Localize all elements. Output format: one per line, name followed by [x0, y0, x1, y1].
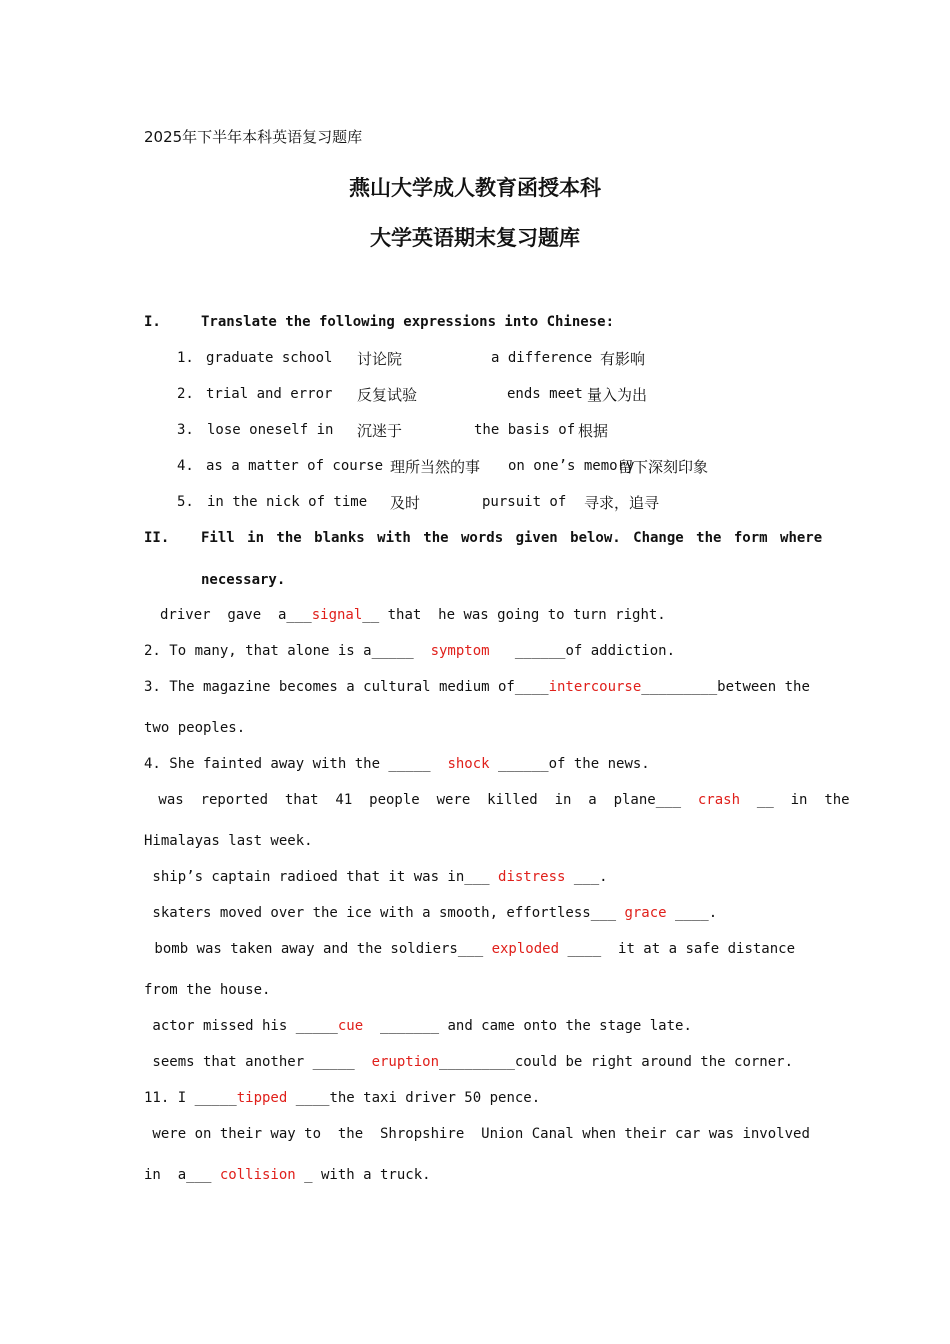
q11-pre: 11. I _____: [144, 1090, 237, 1106]
q9-post: _______ and came onto the stage late.: [363, 1018, 692, 1034]
s1-item5-cn: 及时: [390, 494, 421, 512]
q8-answer: exploded: [491, 941, 560, 957]
s1-item3-cn2: 根据: [578, 422, 609, 440]
question-12-cont: [144, 1167, 431, 1183]
question-4: [144, 756, 650, 772]
s1-item1-cn: 讨论院: [357, 350, 403, 368]
question-2: [144, 643, 675, 659]
q2-post: ______of addiction.: [489, 643, 676, 659]
q7-answer: grace: [624, 905, 667, 921]
q6-answer: distress: [498, 869, 566, 885]
q9-answer: cue: [337, 1018, 364, 1034]
q5-post: __ in the: [740, 792, 850, 808]
q7-pre: skaters moved over the ice with a smooth, effortless___: [144, 905, 625, 921]
q10-pre: seems that another _____: [144, 1054, 372, 1070]
s1-item2-num: 2.: [177, 386, 194, 402]
q11-post: ____the taxi driver 50 pence.: [287, 1090, 541, 1106]
question-5-cont: Himalayas last week.: [144, 833, 313, 849]
q5-pre: was reported that 41 people were killed in a plane___: [150, 792, 698, 808]
s1-item2-expr: trial and error: [206, 386, 333, 402]
q4-pre: 4. She fainted away with the _____: [144, 756, 448, 772]
q2-answer: symptom: [430, 643, 490, 659]
header-note: 2025年下半年本科英语复习题库: [144, 128, 363, 146]
s1-item1-num: 1.: [177, 350, 194, 366]
s1-item4-expr2: on one’s memory: [508, 458, 635, 474]
q9-pre: actor missed his _____: [144, 1018, 338, 1034]
q6-post: ___.: [565, 869, 608, 885]
q10-answer: eruption: [371, 1054, 440, 1070]
question-8: [146, 941, 795, 957]
question-1: [160, 607, 666, 623]
s1-item3-expr: lose oneself in: [207, 422, 334, 438]
question-3: [144, 679, 810, 695]
s1-item1-expr2: a difference: [491, 350, 593, 366]
s1-item1-cn2: 有影响: [600, 350, 646, 368]
q5-answer: crash: [697, 792, 741, 808]
section2-heading: Fill in the blanks with the words given below. Change the form where: [201, 530, 823, 546]
q1-post: __ that he was going to turn right.: [362, 607, 666, 623]
question-12: were on their way to the Shropshire Union Canal when their car was involved: [144, 1126, 810, 1142]
s1-item2-cn2: 量入为出: [587, 386, 648, 404]
s1-item5-cn2: 寻求，追寻: [584, 494, 660, 512]
q12-answer: collision: [219, 1167, 296, 1183]
q3-answer: intercourse: [548, 679, 642, 695]
question-8-cont: from the house.: [144, 982, 271, 998]
q6-pre: ship’s captain radioed that it was in___: [144, 869, 499, 885]
question-10: [144, 1054, 793, 1070]
section1-number: I.: [144, 314, 161, 330]
q11-answer: tipped: [236, 1090, 288, 1106]
question-3-cont: two peoples.: [144, 720, 246, 736]
section2-number: II.: [144, 530, 170, 546]
s1-item4-cn2: 留下深刻印象: [618, 458, 709, 476]
q12-pre: in a___: [144, 1167, 220, 1183]
question-7: [144, 905, 717, 921]
s1-item3-expr2: the basis of: [474, 422, 576, 438]
s1-item2-expr2: ends meet: [507, 386, 583, 402]
s1-item1-expr: graduate school: [206, 350, 333, 366]
s1-item4-num: 4.: [177, 458, 194, 474]
q12-post: _ with a truck.: [295, 1167, 431, 1183]
q8-post: ____ it at a safe distance: [559, 941, 796, 957]
q3-pre: 3. The magazine becomes a cultural medium of____: [144, 679, 549, 695]
q8-pre: bomb was taken away and the soldiers___: [146, 941, 492, 957]
s1-item2-cn: 反复试验: [357, 386, 418, 404]
s1-item3-cn: 沉迷于: [357, 422, 403, 440]
s1-item4-cn: 理所当然的事: [390, 458, 481, 476]
q10-post: _________could be right around the corner.: [439, 1054, 794, 1070]
document-title-line2: 大学英语期末复习题库: [370, 226, 580, 250]
q4-post: ______of the news.: [489, 756, 650, 772]
q1-answer: signal: [311, 607, 363, 623]
s1-item4-expr: as a matter of course: [206, 458, 384, 474]
q1-pre: driver gave a___: [160, 607, 312, 623]
q2-pre: 2. To many, that alone is a_____: [144, 643, 431, 659]
document-title-line1: 燕山大学成人教育函授本科: [349, 176, 601, 200]
s1-item5-expr2: pursuit of: [482, 494, 567, 510]
section2-heading-cont: necessary.: [201, 572, 286, 588]
question-6: [144, 869, 608, 885]
question-11: [144, 1090, 540, 1106]
s1-item3-num: 3.: [177, 422, 194, 438]
question-5: [150, 792, 850, 808]
s1-item5-expr: in the nick of time: [207, 494, 368, 510]
question-9: [144, 1018, 692, 1034]
section1-heading: Translate the following expressions into Chinese:: [201, 314, 615, 330]
q4-answer: shock: [447, 756, 490, 772]
s1-item5-num: 5.: [177, 494, 194, 510]
q7-post: ____.: [666, 905, 718, 921]
q3-post: _________between the: [641, 679, 810, 695]
